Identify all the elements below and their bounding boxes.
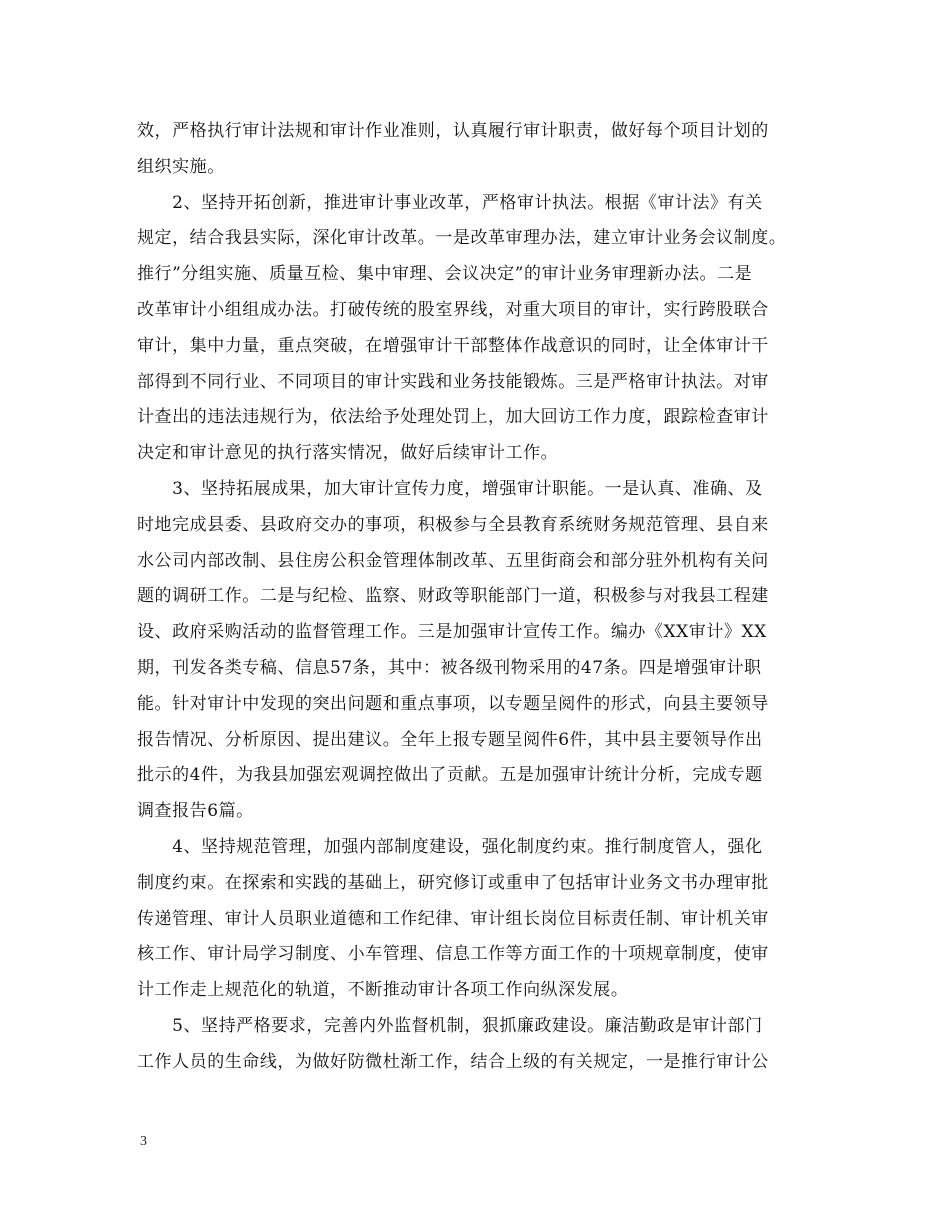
text-line: 期，刊发各类专稿、信息57条，其中：被各级刊物采用的47条。四是增强审计职: [137, 657, 762, 678]
page-number: 3: [140, 1134, 147, 1149]
text-line: 制度约束。在探索和实践的基础上，研究修订或重申了包括审计业务文书办理审批: [137, 872, 769, 893]
text-line: 3、坚持拓展成果，加大审计宣传力度，增强审计职能。一是认真、准确、及: [137, 478, 763, 499]
text-line: 设、政府采购活动的监督管理工作。三是加强审计宣传工作。编办《XX审计》XX: [137, 622, 767, 643]
text-line: 能。针对审计中发现的突出问题和重点事项，以专题呈阅件的形式，向县主要领导: [137, 693, 769, 714]
text-line: 时地完成县委、县政府交办的事项，积极参与全县教育系统财务规范管理、县自来: [137, 514, 769, 535]
text-line: 2、坚持开拓创新，推进审计事业改革，严格审计执法。根据《审计法》有关: [137, 192, 763, 213]
text-line: 规定，结合我县实际，深化审计改革。一是改革审理办法，建立审计业务会议制度。: [137, 228, 787, 249]
text-line: 审计，集中力量，重点突破，在增强审计干部整体作战意识的同时，让全体审计干: [137, 335, 769, 356]
text-line: 部得到不同行业、不同项目的审计实践和业务技能锻炼。三是严格审计执法。对审: [137, 371, 769, 392]
text-line: 决定和审计意见的执行落实情况，做好后续审计工作。: [137, 443, 559, 464]
text-line: 计工作走上规范化的轨道，不断推动审计各项工作向纵深发展。: [137, 980, 629, 1001]
body-text: [137, 114, 817, 1081]
text-line: 5、坚持严格要求，完善内外监督机制，狠抓廉政建设。廉洁勤政是审计部门: [137, 1015, 763, 1036]
text-line: 核工作、审计局学习制度、小车管理、信息工作等方面工作的十项规章制度，使审: [137, 944, 769, 965]
text-line: 改革审计小组组成办法。打破传统的股室界线，对重大项目的审计，实行跨股联合: [137, 299, 769, 320]
text-line: 组织实施。: [137, 156, 225, 177]
text-line: 工作人员的生命线，为做好防微杜渐工作，结合上级的有关规定，一是推行审计公: [137, 1051, 769, 1072]
text-line: 水公司内部改制、县住房公积金管理体制改革、五里街商会和部分驻外机构有关问: [137, 550, 769, 571]
text-line: 调查报告6篇。: [137, 801, 254, 822]
text-line: 效，严格执行审计法规和审计作业准则，认真履行审计职责，做好每个项目计划的: [137, 121, 769, 141]
text-line: 题的调研工作。二是与纪检、监察、财政等职能部门一道，积极参与对我县工程建: [137, 586, 769, 607]
text-line: 批示的4件，为我县加强宏观调控做出了贡献。五是加强审计统计分析，完成专题: [137, 765, 763, 786]
text-line: 4、坚持规范管理，加强内部制度建设，强化制度约束。推行制度管人，强化: [137, 836, 763, 857]
text-line: 报告情况、分析原因、提出建议。全年上报专题呈阅件6件，其中县主要领导作出: [137, 729, 763, 750]
text-line: 计查出的违法违规行为，依法给予处理处罚上，加大回访工作力度，跟踪检查审计: [137, 407, 769, 428]
text-line: 传递管理、审计人员职业道德和工作纪律、审计组长岗位目标责任制、审计机关审: [137, 908, 769, 929]
text-line: 推行”分组实施、质量互检、集中审理、会议决定”的审计业务审理新办法。二是: [137, 264, 753, 285]
